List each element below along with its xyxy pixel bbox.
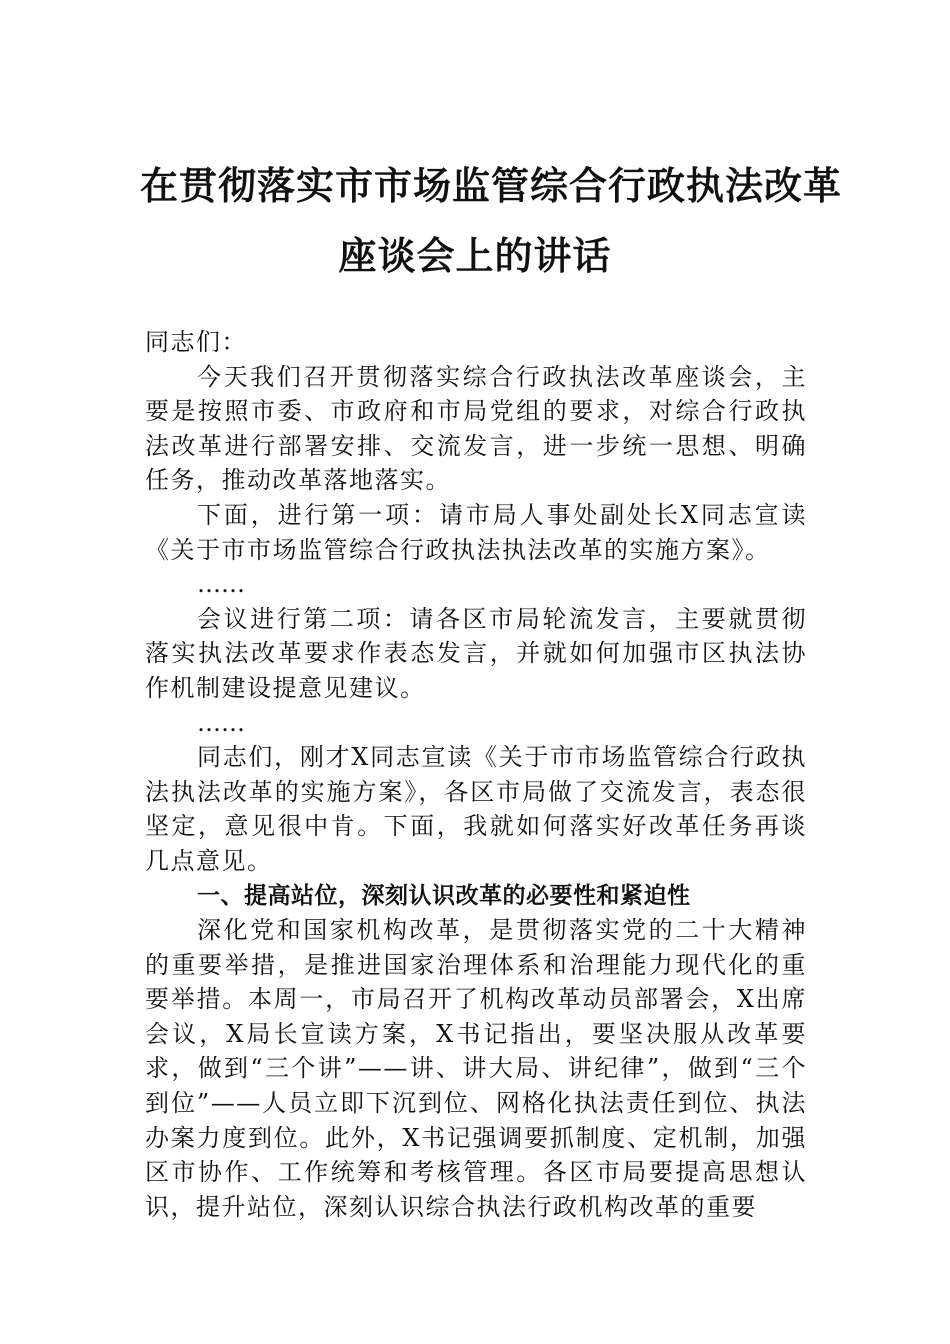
document-body bbox=[145, 325, 807, 1224]
salutation: 同志们： bbox=[145, 328, 247, 356]
paragraph-agenda-item-2: 会议进行第二项：请各区市局轮流发言，主要就贯彻落实执法改革要求作表态发言，并就如何加强市区执法协作机制建设提意见建议。 bbox=[145, 604, 807, 702]
paragraph-agenda-item-1: 下面，进行第一项：请市局人事处副处长X同志宣读《关于市市场监管综合行政执法执法改革的实施方案》。 bbox=[145, 500, 807, 564]
document-title-line-2: 座谈会上的讲话 bbox=[338, 233, 612, 278]
section-heading-1: 一、提高站位，深刻认识改革的必要性和紧迫性 bbox=[197, 882, 691, 909]
paragraph-section-1: 深化党和国家机构改革，是贯彻落实党的二十大精神的重要举措，是推进国家治理体系和治理能力现代化的重要举措。本周一，市局召开了机构改革动员部署会，X出席会议，X局长宣读方案，X书记指出，要坚决服从改革要求，做到“三个讲”——讲、讲大局、讲纪律”，做到“三个到位”——人员立即下沉到位、网格化执法责任到位、执法办案力度到位。此外，X书记强调要抓制度、定机制，加强区市协作、工作统筹和考核管理。各区市局要提高思想认识，提升站位，深刻认识综合执法行政机构改革的重要 bbox=[145, 916, 807, 1221]
paragraph-transition: 同志们，刚才X同志宣读《关于市市场监管综合行政执法执法改革的实施方案》，各区市局做了交流发言，表态很坚定，意见很中肯。下面，我就如何落实好改革任务再谈几点意见。 bbox=[145, 743, 807, 875]
document-title-line-1: 在贯彻落实市市场监管综合行政执法改革 bbox=[140, 163, 843, 208]
ellipsis: …… bbox=[197, 570, 245, 599]
paragraph-opening: 今天我们召开贯彻落实综合行政执法改革座谈会，主要是按照市委、市政府和市局党组的要求，对综合行政执法改革进行部署安排、交流发言，进一步统一思想、明确任务，推动改革落地落实。 bbox=[145, 362, 807, 495]
ellipsis: …… bbox=[197, 708, 245, 737]
